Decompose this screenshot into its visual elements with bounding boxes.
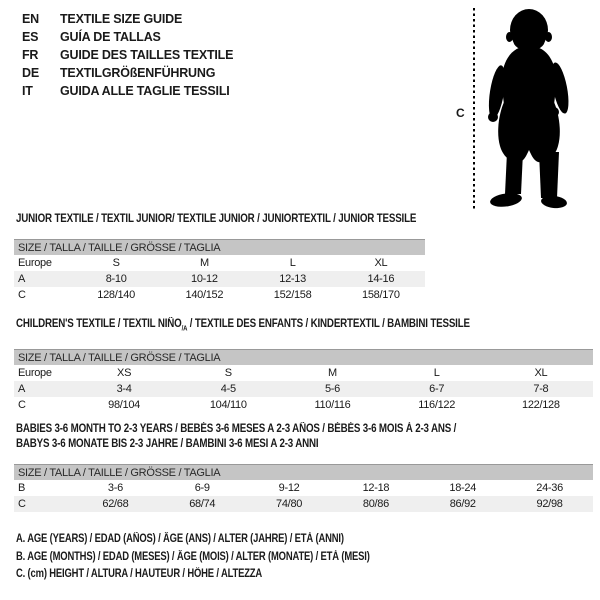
size-header-bar: SIZE / TALLA / TAILLE / GRÖSSE / TAGLIA xyxy=(14,240,425,256)
cell: 116/122 xyxy=(418,399,456,411)
size-header-bar: SIZE / TALLA / TAILLE / GRÖSSE / TAGLIA xyxy=(14,350,593,366)
cell: 3-4 xyxy=(72,381,176,397)
baby-silhouette xyxy=(484,4,572,210)
cell: 9-12 xyxy=(278,482,300,494)
lang-title: GUIDA ALLE TAGLIE TESSILI xyxy=(60,84,230,98)
children-title-pre: CHILDREN'S TEXTILE / TEXTIL NIÑO xyxy=(16,318,182,330)
lang-code: EN xyxy=(22,12,39,26)
height-dotted-line xyxy=(473,8,475,209)
lang-code: DE xyxy=(22,66,39,80)
lang-code: FR xyxy=(22,48,39,62)
cell: 62/68 xyxy=(72,496,159,512)
row-label: A xyxy=(14,381,72,397)
table-row xyxy=(14,381,593,397)
lang-code: ES xyxy=(22,30,39,44)
cell: M xyxy=(199,257,209,269)
cell: 92/98 xyxy=(506,496,593,512)
cell: M xyxy=(328,367,337,379)
row-label: C xyxy=(18,289,26,301)
cell: 98/104 xyxy=(108,399,141,411)
lang-row-fr xyxy=(22,46,233,64)
cell: XL xyxy=(534,367,548,379)
footnote-a: A. AGE (YEARS) / EDAD (AÑOS) / ÂGE (ANS) / ALTER (JAHRE) / ETÀ (ANNI) xyxy=(16,533,344,545)
cell: 18-24 xyxy=(449,482,477,494)
cell: 74/80 xyxy=(246,496,333,512)
footnote-legend xyxy=(16,531,447,584)
lang-row-de xyxy=(22,64,233,82)
cell: 122/128 xyxy=(522,399,560,411)
cell: 12-18 xyxy=(362,482,390,494)
cell: 6-7 xyxy=(385,381,489,397)
row-label: Europe xyxy=(18,367,52,379)
cell: XS xyxy=(117,367,132,379)
lang-title: TEXTILE SIZE GUIDE xyxy=(60,12,183,26)
table-row xyxy=(14,271,425,287)
cell: 128/140 xyxy=(97,289,135,301)
babies-size-table xyxy=(14,464,593,512)
row-label: A xyxy=(14,271,72,287)
lang-row-it xyxy=(22,82,233,100)
cell: 7-8 xyxy=(489,381,593,397)
cell: 152/158 xyxy=(273,289,312,301)
cell: 140/152 xyxy=(185,289,224,301)
cell: 158/170 xyxy=(362,289,400,301)
cell: 14-16 xyxy=(337,271,425,287)
cell: 86/92 xyxy=(419,496,506,512)
cell: L xyxy=(289,257,296,269)
cell: L xyxy=(433,367,440,379)
cell: 8-10 xyxy=(72,271,160,287)
cell: 3-6 xyxy=(107,482,123,494)
junior-section-title: JUNIOR TEXTILE / TEXTIL JUNIOR/ TEXTILE JUNIOR / JUNIORTEXTIL / JUNIOR TESSILE xyxy=(16,213,417,225)
row-label: B xyxy=(18,482,26,494)
table-row xyxy=(14,397,593,413)
cell: 68/74 xyxy=(159,496,246,512)
lang-title: GUIDE DES TAILLES TEXTILE xyxy=(60,48,234,62)
babies-section-title xyxy=(16,422,456,452)
row-label: Europe xyxy=(18,257,52,269)
cell: 5-6 xyxy=(280,381,384,397)
lang-title: GUÍA DE TALLAS xyxy=(60,30,161,44)
children-size-table xyxy=(14,349,593,413)
table-row xyxy=(14,480,593,496)
cell: 6-9 xyxy=(194,482,210,494)
lang-title: TEXTILGRÖßENFÜHRUNG xyxy=(60,66,216,80)
cell: S xyxy=(224,367,232,379)
cell: 110/116 xyxy=(314,399,351,411)
cell: 10-12 xyxy=(160,271,248,287)
babies-title-line2: BABYS 3-6 MONATE BIS 2-3 JAHRE / BAMBINI 3-6 MESI A 2-3 ANNI xyxy=(16,438,319,450)
lang-code: IT xyxy=(22,84,33,98)
cell: S xyxy=(112,257,120,269)
footnote-b: B. AGE (MONTHS) / EDAD (MESES) / ÂGE (MOIS) / ALTER (MONATE) / ETÀ (MESI) xyxy=(16,550,370,563)
lang-row-es xyxy=(22,28,233,46)
children-title-sub: /A xyxy=(181,325,188,333)
cell: 104/110 xyxy=(209,399,247,411)
lang-row-en xyxy=(22,10,233,28)
cell: 4-5 xyxy=(176,381,280,397)
table-row xyxy=(14,287,425,303)
table-row xyxy=(14,365,593,381)
row-label: C xyxy=(14,496,72,512)
size-header-bar: SIZE / TALLA / TAILLE / GRÖSSE / TAGLIA xyxy=(14,465,593,481)
children-section-title xyxy=(16,317,470,336)
table-row xyxy=(14,255,425,271)
row-label: C xyxy=(18,399,26,411)
children-title-post: / TEXTILE DES ENFANTS / KINDERTEXTIL / BAMBINI TESSILE xyxy=(187,318,470,330)
height-measure-label: C xyxy=(456,106,465,120)
junior-size-table xyxy=(14,239,425,303)
table-row xyxy=(14,496,593,512)
cell: XL xyxy=(374,257,388,269)
babies-title-line1: BABIES 3-6 MONTH TO 2-3 YEARS / BEBÉS 3-6 MESES A 2-3 AÑOS / BÉBÉS 3-6 MOIS À 2-3 ANS / xyxy=(16,423,457,435)
cell: 24-36 xyxy=(536,482,563,494)
cell: 12-13 xyxy=(249,271,337,287)
cell: 80/86 xyxy=(332,496,419,512)
language-title-list xyxy=(22,10,233,100)
footnote-c: C. (cm) HEIGHT / ALTURA / HAUTEUR / HÖHE / ALTEZZA xyxy=(16,568,263,580)
